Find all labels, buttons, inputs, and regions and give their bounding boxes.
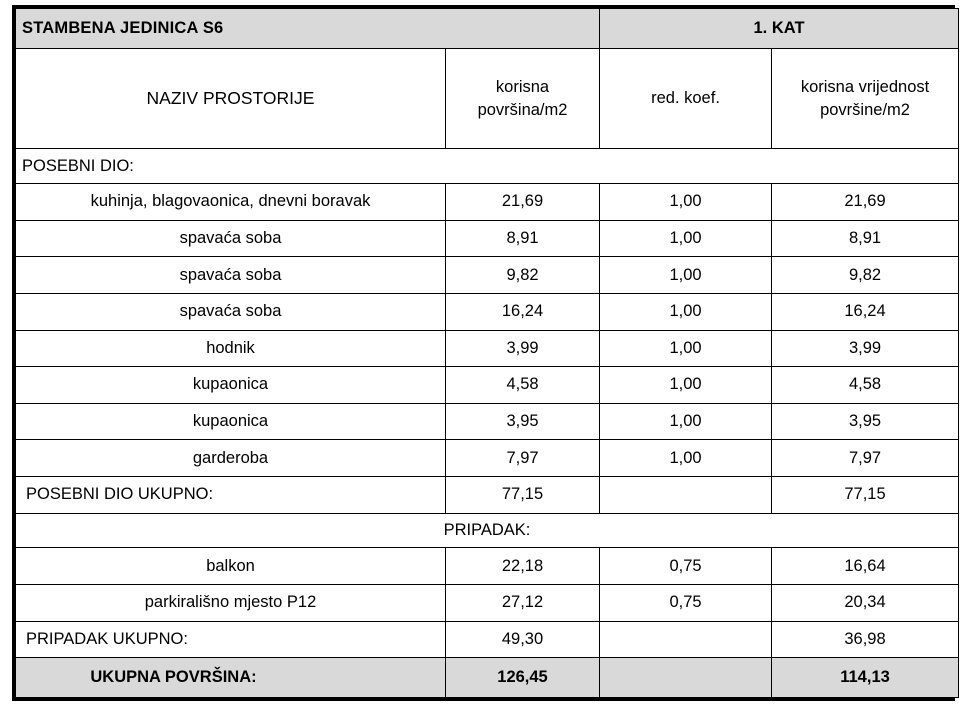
room-name: hodnik <box>16 330 446 367</box>
column-header-usable-area-line1: korisna <box>495 78 550 97</box>
room-coefficient: 1,00 <box>600 220 772 257</box>
table-row <box>16 548 959 585</box>
table <box>15 8 959 698</box>
grand-total-row <box>16 658 959 698</box>
room-area: 21,69 <box>446 184 600 221</box>
table-body <box>16 9 959 698</box>
column-header-coefficient: red. koef. <box>600 48 772 149</box>
room-value: 8,91 <box>772 220 959 257</box>
room-value: 3,95 <box>772 403 959 440</box>
room-coefficient: 1,00 <box>600 293 772 330</box>
subtotal-coefficient <box>600 621 772 658</box>
grand-total-coefficient <box>600 658 772 698</box>
subtotal-label: POSEBNI DIO UKUPNO: <box>16 477 446 514</box>
room-name: spavaća soba <box>16 257 446 294</box>
section-header-row <box>16 149 959 184</box>
room-area: 22,18 <box>446 548 600 585</box>
subtotal-area: 77,15 <box>446 477 600 514</box>
column-header-usable-value <box>772 48 959 149</box>
room-area: 4,58 <box>446 367 600 404</box>
room-coefficient: 1,00 <box>600 440 772 477</box>
room-area: 27,12 <box>446 584 600 621</box>
room-value: 20,34 <box>772 584 959 621</box>
table-row <box>16 584 959 621</box>
subtotal-area: 49,30 <box>446 621 600 658</box>
subtotal-row-posebni-dio <box>16 477 959 514</box>
title-row <box>16 9 959 49</box>
room-value: 21,69 <box>772 184 959 221</box>
room-name: parkirališno mjesto P12 <box>16 584 446 621</box>
grand-total-label: UKUPNA POVRŠINA: <box>16 658 446 698</box>
column-header-usable-value-line2: površine/m2 <box>820 100 910 119</box>
room-area: 16,24 <box>446 293 600 330</box>
column-header-usable-area-line2: površina/m2 <box>477 100 568 119</box>
grand-total-value: 114,13 <box>772 658 959 698</box>
room-name: spavaća soba <box>16 220 446 257</box>
table-row <box>16 293 959 330</box>
column-header-row <box>16 48 959 149</box>
area-schedule-table <box>12 5 955 701</box>
room-name: spavaća soba <box>16 293 446 330</box>
room-coefficient: 0,75 <box>600 584 772 621</box>
table-row <box>16 330 959 367</box>
room-name: kuhinja, blagovaonica, dnevni boravak <box>16 184 446 221</box>
room-area: 3,99 <box>446 330 600 367</box>
floor-label: 1. KAT <box>600 9 959 49</box>
room-value: 3,99 <box>772 330 959 367</box>
room-area: 8,91 <box>446 220 600 257</box>
table-row <box>16 257 959 294</box>
room-coefficient: 1,00 <box>600 184 772 221</box>
unit-title: STAMBENA JEDINICA S6 <box>16 9 600 49</box>
column-header-usable-value-line1: korisna vrijednost <box>800 78 930 97</box>
column-header-room-name: NAZIV PROSTORIJE <box>16 48 446 149</box>
table-row <box>16 403 959 440</box>
subtotal-value: 77,15 <box>772 477 959 514</box>
table-row <box>16 220 959 257</box>
column-header-usable-area <box>446 48 600 149</box>
room-value: 9,82 <box>772 257 959 294</box>
room-name: garderoba <box>16 440 446 477</box>
table-row <box>16 184 959 221</box>
room-name: kupaonica <box>16 403 446 440</box>
room-coefficient: 1,00 <box>600 257 772 294</box>
table-row <box>16 367 959 404</box>
room-coefficient: 1,00 <box>600 330 772 367</box>
room-name: kupaonica <box>16 367 446 404</box>
table-row <box>16 440 959 477</box>
room-coefficient: 0,75 <box>600 548 772 585</box>
room-area: 7,97 <box>446 440 600 477</box>
room-area: 3,95 <box>446 403 600 440</box>
room-name: balkon <box>16 548 446 585</box>
grand-total-area: 126,45 <box>446 658 600 698</box>
subtotal-coefficient <box>600 477 772 514</box>
section-label-pripadak: PRIPADAK: <box>16 513 959 548</box>
subtotal-row-pripadak <box>16 621 959 658</box>
room-value: 4,58 <box>772 367 959 404</box>
room-value: 7,97 <box>772 440 959 477</box>
room-value: 16,24 <box>772 293 959 330</box>
room-coefficient: 1,00 <box>600 367 772 404</box>
subtotal-label: PRIPADAK UKUPNO: <box>16 621 446 658</box>
section-header-row <box>16 513 959 548</box>
room-value: 16,64 <box>772 548 959 585</box>
subtotal-value: 36,98 <box>772 621 959 658</box>
section-label-posebni-dio: POSEBNI DIO: <box>16 149 959 184</box>
room-area: 9,82 <box>446 257 600 294</box>
room-coefficient: 1,00 <box>600 403 772 440</box>
